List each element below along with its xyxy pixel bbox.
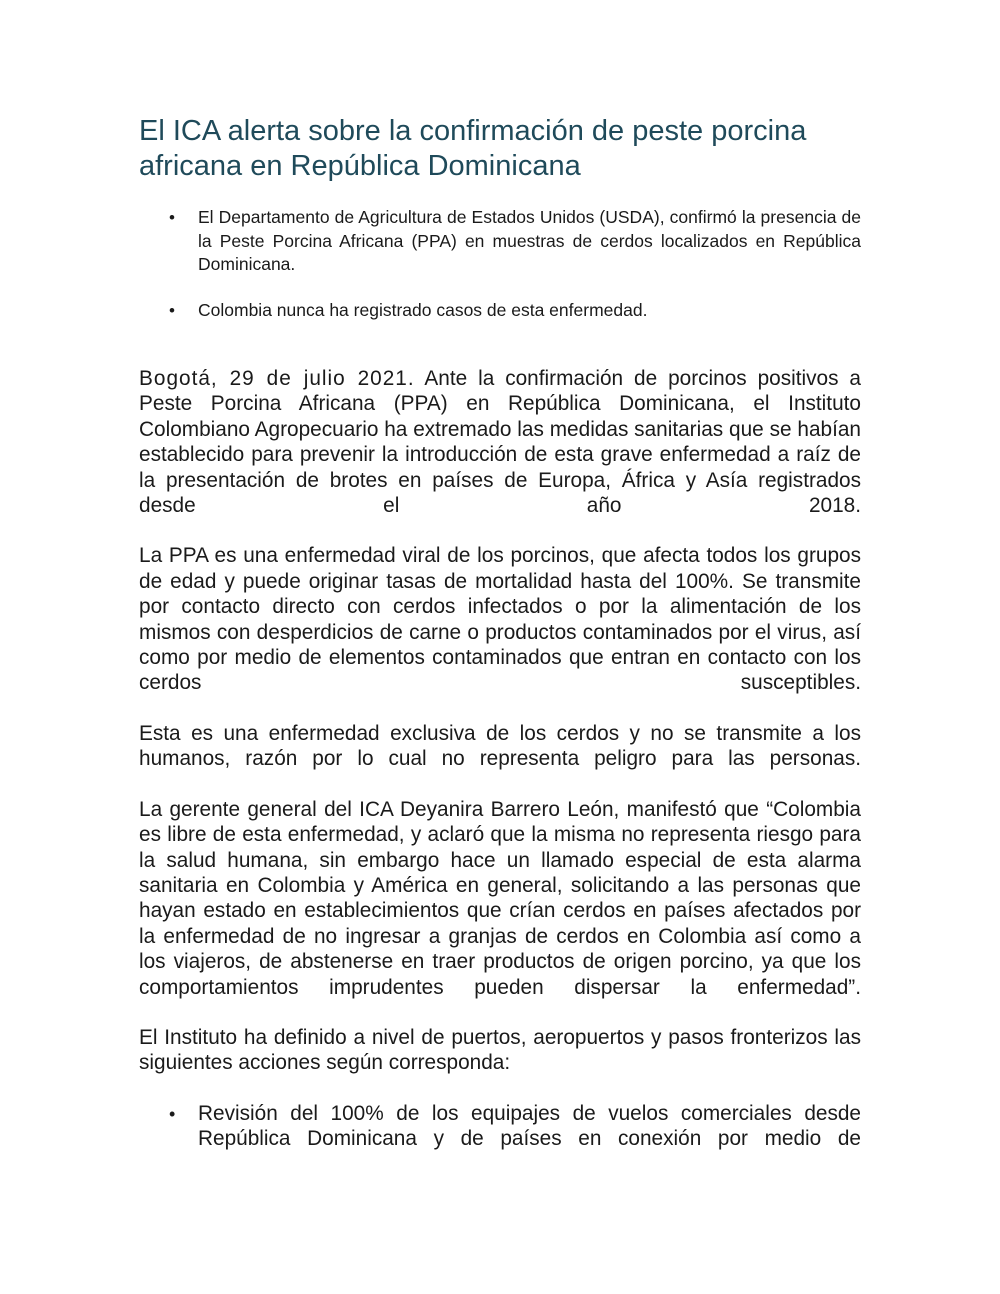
- summary-bullet-item: [139, 206, 861, 277]
- article-paragraph: Esta es una enfermedad exclusiva de los cerdos y no se transmite a los humanos, razón por lo cual no representa peligro para las personas.: [139, 721, 861, 771]
- bullet-icon: •: [169, 208, 175, 227]
- summary-bullet-text: El Departamento de Agricultura de Estados Unidos (USDA), confirmó la presencia de la Peste Porcina Africana (PPA) en muestras de cerdos localizados en República Dominicana.: [198, 207, 861, 274]
- summary-list: [139, 206, 861, 344]
- article-paragraph: [139, 366, 861, 518]
- bullet-icon: •: [169, 300, 175, 320]
- article-body: [139, 366, 861, 1152]
- bullet-icon: •: [169, 1103, 176, 1124]
- summary-bullet-text: Colombia nunca ha registrado casos de esta enfermedad.: [198, 299, 648, 320]
- summary-bullet-item: [139, 299, 861, 323]
- article-paragraph: La PPA es una enfermedad viral de los porcinos, que afecta todos los grupos de edad y puede originar tasas de mortalidad hasta del 100%. Se transmite por contacto directo con cerdos infectados o por la alimentación de los mismos con desperdicios de carne o productos contaminados por el virus, así como por medio de elementos contaminados que entran en contacto con los cerdos susceptibles.: [139, 544, 861, 695]
- page-title: El ICA alerta sobre la confirmación de peste porcina africana en República Dominicana: [139, 115, 807, 182]
- paragraph-text: Ante la confirmación de porcinos positivos a Peste Porcina Africana (PPA) en República Dominicana, el Instituto Colombiano Agropecuario ha extremado las medidas sanitarias que se habían establecido para prevenir la introducción de esta grave enfermedad a raíz de la presentación de brotes en países de Europa, África y Asía registrados desde el año 2018.: [139, 367, 861, 518]
- action-bullet-text: Revisión del 100% de los equipajes de vuelos comerciales desde República Dominicana y de países en conexión por medio de: [198, 1101, 861, 1151]
- article-paragraph: La gerente general del ICA Deyanira Barrero León, manifestó que “Colombia es libre de esta enfermedad, y aclaró que la misma no representa riesgo para la salud humana, sin embargo hace un llamado especial de esta alarma sanitaria en Colombia y América en general, solicitando a las personas que hayan estado en establecimientos que crían cerdos en países afectados por la enfermedad de no ingresar a granjas de cerdos en Colombia así como a los viajeros, de abstenerse en traer productos de origen porcino, ya que los comportamientos imprudentes pueden dispersar la enfermedad”.: [139, 797, 861, 999]
- dateline: Bogotá, 29 de julio 2021.: [139, 367, 415, 390]
- action-bullet-item: [139, 1101, 861, 1152]
- article-paragraph: El Instituto ha definido a nivel de puertos, aeropuertos y pasos fronterizos las siguientes acciones según corresponda:: [139, 1025, 861, 1075]
- actions-list: [139, 1101, 861, 1152]
